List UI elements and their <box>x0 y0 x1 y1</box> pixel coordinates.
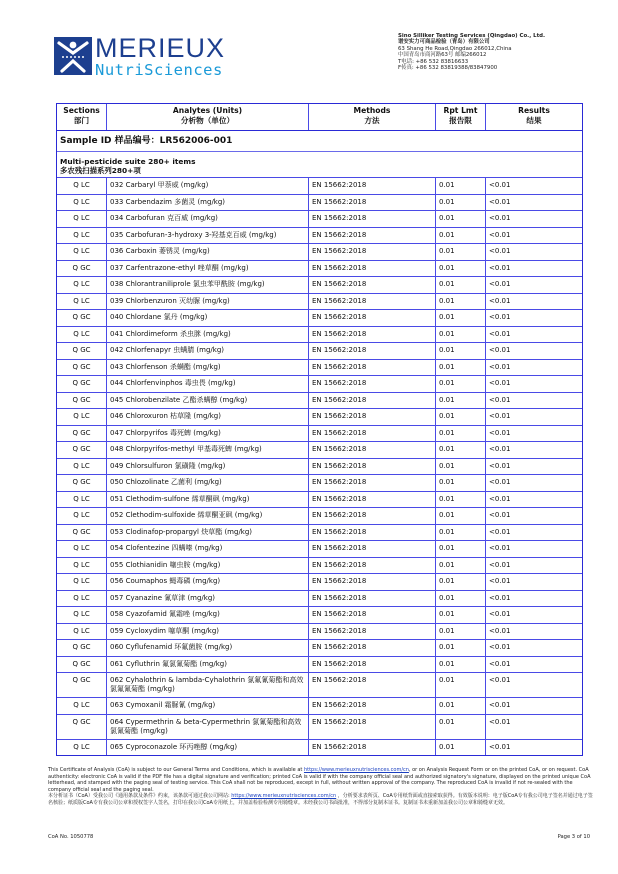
cell-analyte: 064 Cypermethrin & beta-Cypermethrin 氯氰菊酯和高效氯氰菊酯 (mg/kg) <box>107 715 309 739</box>
cell-rpt-lmt: 0.01 <box>436 715 486 739</box>
disclaimer <box>48 767 594 807</box>
cell-rpt-lmt: 0.01 <box>436 558 486 574</box>
cell-rpt-lmt: 0.01 <box>436 591 486 607</box>
cell-section: Q GC <box>57 657 107 673</box>
cell-result: <0.01 <box>489 362 511 371</box>
col-header-cn: 方法 <box>364 116 380 125</box>
cell-result: <0.01 <box>489 676 511 684</box>
col-header-methods <box>309 104 436 130</box>
table-row <box>57 740 582 756</box>
table-row <box>57 343 582 360</box>
table-row <box>57 574 582 591</box>
cell-result: <0.01 <box>489 742 511 751</box>
table-row <box>57 475 582 492</box>
cell-rpt-lmt: 0.01 <box>436 178 486 194</box>
cell-result: <0.01 <box>489 701 511 709</box>
cell-section: Q GC <box>57 376 107 392</box>
col-header-sections <box>57 104 107 130</box>
cell-method: EN 15662:2018 <box>309 211 436 227</box>
cell-method: EN 15662:2018 <box>309 376 436 392</box>
cell-section: Q LC <box>57 624 107 640</box>
company-logo <box>54 35 225 77</box>
cell-section: Q LC <box>57 508 107 524</box>
cell-analyte: 036 Carboxin 萎锈灵 (mg/kg) <box>107 244 309 260</box>
cell-result: <0.01 <box>489 379 511 387</box>
table-row <box>57 459 582 476</box>
cell-rpt-lmt: 0.01 <box>436 607 486 623</box>
cell-method: EN 15662:2018 <box>309 442 436 458</box>
cell-section: Q LC <box>57 459 107 475</box>
company-tel: T电话: +86 532 83816633 <box>398 58 469 65</box>
coa-number: CoA No. 1050778 <box>48 834 94 840</box>
cell-analyte: 032 Carbaryl 甲萘威 (mg/kg) <box>107 178 309 194</box>
table-row <box>57 640 582 657</box>
cell-result: <0.01 <box>489 445 511 453</box>
cell-result: <0.01 <box>489 593 511 602</box>
cell-result: <0.01 <box>489 626 511 635</box>
cell-result: <0.01 <box>489 544 511 552</box>
cell-method: EN 15662:2018 <box>309 558 436 574</box>
cell-result: <0.01 <box>489 395 511 404</box>
cell-result: <0.01 <box>489 346 511 354</box>
cell-analyte: 039 Chlorbenzuron 灭幼脲 (mg/kg) <box>107 294 309 310</box>
suite-title <box>57 152 582 178</box>
cell-rpt-lmt: 0.01 <box>436 574 486 590</box>
cell-analyte: 043 Chlorfenson 杀螨酯 (mg/kg) <box>107 360 309 376</box>
table-row <box>57 376 582 393</box>
cell-result: <0.01 <box>489 577 511 585</box>
cell-analyte: 040 Chlordane 氯丹 (mg/kg) <box>107 310 309 326</box>
cell-method: EN 15662:2018 <box>309 715 436 739</box>
col-header-en: Methods <box>353 106 391 115</box>
table-row <box>57 607 582 624</box>
company-info <box>398 33 545 71</box>
cell-rpt-lmt: 0.01 <box>436 541 486 557</box>
cell-result: <0.01 <box>489 527 511 536</box>
cell-method: EN 15662:2018 <box>309 525 436 541</box>
cell-result: <0.01 <box>489 263 511 272</box>
cell-analyte: 065 Cyproconazole 环丙唑醇 (mg/kg) <box>107 740 309 756</box>
table-row <box>57 327 582 344</box>
disclaimer-cn <box>48 793 594 806</box>
cell-rpt-lmt: 0.01 <box>436 195 486 211</box>
cell-rpt-lmt: 0.01 <box>436 459 486 475</box>
cell-rpt-lmt: 0.01 <box>436 673 486 697</box>
table-row <box>57 657 582 674</box>
col-header-cn: 结果 <box>526 116 542 125</box>
cell-section: Q LC <box>57 740 107 756</box>
cell-result: <0.01 <box>489 313 511 321</box>
cell-method: EN 15662:2018 <box>309 698 436 714</box>
cell-method: EN 15662:2018 <box>309 178 436 194</box>
cell-analyte: 046 Chloroxuron 枯草隆 (mg/kg) <box>107 409 309 425</box>
cell-section: Q LC <box>57 228 107 244</box>
cell-analyte: 059 Cycloxydim 噻草酮 (mg/kg) <box>107 624 309 640</box>
cell-section: Q GC <box>57 673 107 697</box>
sample-id: Sample ID 样品编号：LR562006-001 <box>57 131 582 152</box>
table-row <box>57 228 582 245</box>
col-header-cn: 分析物（单位） <box>180 116 235 125</box>
table-row <box>57 409 582 426</box>
cell-method: EN 15662:2018 <box>309 624 436 640</box>
cell-analyte: 047 Chlorpyrifos 毒死蜱 (mg/kg) <box>107 426 309 442</box>
col-header-rpt-lmt <box>436 104 486 130</box>
cell-section: Q LC <box>57 574 107 590</box>
col-header-analytes <box>107 104 309 130</box>
col-header-en: Results <box>518 106 550 115</box>
cell-analyte: 033 Carbendazim 多菌灵 (mg/kg) <box>107 195 309 211</box>
cell-section: Q GC <box>57 525 107 541</box>
cell-analyte: 058 Cyazofamid 氰霜唑 (mg/kg) <box>107 607 309 623</box>
cell-result: <0.01 <box>489 412 511 420</box>
cell-method: EN 15662:2018 <box>309 310 436 326</box>
table-row <box>57 310 582 327</box>
cell-section: Q GC <box>57 343 107 359</box>
cell-rpt-lmt: 0.01 <box>436 327 486 343</box>
cell-result: <0.01 <box>489 717 511 726</box>
company-address-en: 63 Shang He Road,Qingdao 266012,China <box>398 45 512 52</box>
cell-analyte: 034 Carbofuran 克百威 (mg/kg) <box>107 211 309 227</box>
table-row <box>57 211 582 228</box>
table-row <box>57 698 582 715</box>
table-row <box>57 508 582 525</box>
cell-section: Q GC <box>57 640 107 656</box>
cell-result: <0.01 <box>489 428 511 437</box>
cell-analyte: 060 Cyflufenamid 环氟菌胺 (mg/kg) <box>107 640 309 656</box>
disclaimer-en <box>48 767 594 793</box>
cell-analyte: 045 Chlorobenzilate 乙酯杀螨醇 (mg/kg) <box>107 393 309 409</box>
cell-rpt-lmt: 0.01 <box>436 310 486 326</box>
cell-analyte: 057 Cyanazine 氰草津 (mg/kg) <box>107 591 309 607</box>
cell-method: EN 15662:2018 <box>309 294 436 310</box>
cell-analyte: 048 Chlorpyrifos-methyl 甲基毒死蜱 (mg/kg) <box>107 442 309 458</box>
cell-result: <0.01 <box>489 214 511 222</box>
cell-result: <0.01 <box>489 230 511 239</box>
company-name-en: Sino Silliker Testing Services (Qingdao) Co., Ltd. <box>398 33 546 39</box>
cell-section: Q GC <box>57 715 107 739</box>
table-row <box>57 195 582 212</box>
cell-result: <0.01 <box>489 494 511 503</box>
cell-result: <0.01 <box>489 478 511 486</box>
cell-section: Q LC <box>57 294 107 310</box>
cell-result: <0.01 <box>489 659 511 668</box>
cell-method: EN 15662:2018 <box>309 277 436 293</box>
cell-rpt-lmt: 0.01 <box>436 261 486 277</box>
cell-section: Q LC <box>57 211 107 227</box>
table-row <box>57 624 582 641</box>
cell-section: Q GC <box>57 393 107 409</box>
logo-nutrisciences-text: NutriSciences <box>95 61 223 79</box>
disclaimer-cn-text-2: ，分析要求表所页、CoA专用纸背面或直接索取获得。有效版本说明：电子版CoA专有我公司电子签名并通过电子签名核验；纸质版CoA专有我公司公章和授权签字人签名，打印在我公司CoA专用纸上，并加盖检验检测专用骑缝章。未经我公司书面批准，不得部分复制本证书。复制证书未重新加盖我公司公章和骑缝章无效。 <box>48 793 593 806</box>
cell-analyte: 054 Clofentezine 四螨嗪 (mg/kg) <box>107 541 309 557</box>
cell-method: EN 15662:2018 <box>309 228 436 244</box>
cell-method: EN 15662:2018 <box>309 640 436 656</box>
table-row <box>57 178 582 195</box>
cell-section: Q LC <box>57 409 107 425</box>
cell-method: EN 15662:2018 <box>309 673 436 697</box>
cell-analyte: 038 Chlorantraniliprole 氯虫苯甲酰胺 (mg/kg) <box>107 277 309 293</box>
cell-result: <0.01 <box>489 247 511 255</box>
col-header-results <box>486 104 582 130</box>
cell-method: EN 15662:2018 <box>309 541 436 557</box>
table-row <box>57 442 582 459</box>
cell-section: Q GC <box>57 442 107 458</box>
col-header-en: Rpt Lmt <box>443 106 478 115</box>
cell-rpt-lmt: 0.01 <box>436 211 486 227</box>
suite-title-en: Multi-pesticide suite 280+ items <box>60 157 196 166</box>
cell-method: EN 15662:2018 <box>309 475 436 491</box>
company-name-cn: 谱安实力可商品检验（青岛）有限公司 <box>398 39 490 46</box>
cell-rpt-lmt: 0.01 <box>436 624 486 640</box>
cell-section: Q LC <box>57 327 107 343</box>
cell-method: EN 15662:2018 <box>309 244 436 260</box>
cell-rpt-lmt: 0.01 <box>436 492 486 508</box>
col-header-en: Sections <box>63 106 100 115</box>
cell-rpt-lmt: 0.01 <box>436 376 486 392</box>
cell-result: <0.01 <box>489 461 511 470</box>
table-header-row <box>57 104 582 131</box>
company-fax: F传真: +86 532 83819388/83847900 <box>398 65 498 72</box>
cell-rpt-lmt: 0.01 <box>436 277 486 293</box>
cell-analyte: 063 Cymoxanil 霜脲氰 (mg/kg) <box>107 698 309 714</box>
cell-analyte: 050 Chlozolinate 乙菌利 (mg/kg) <box>107 475 309 491</box>
table-row <box>57 277 582 294</box>
table-row <box>57 715 582 740</box>
cell-analyte: 052 Clethodim-sulfoxide 烯草酮亚砜 (mg/kg) <box>107 508 309 524</box>
cell-rpt-lmt: 0.01 <box>436 442 486 458</box>
cell-analyte: 061 Cyfluthrin 氟氯氰菊酯 (mg/kg) <box>107 657 309 673</box>
cell-rpt-lmt: 0.01 <box>436 360 486 376</box>
cell-analyte: 041 Chlordimeform 杀虫脒 (mg/kg) <box>107 327 309 343</box>
cell-analyte: 055 Clothianidin 噻虫胺 (mg/kg) <box>107 558 309 574</box>
terms-link[interactable]: https://www.merieuxnutrisciences.com/cn <box>303 767 409 773</box>
cell-rpt-lmt: 0.01 <box>436 409 486 425</box>
results-table <box>56 103 583 756</box>
cell-section: Q GC <box>57 475 107 491</box>
cell-analyte: 035 Carbofuran-3-hydroxy 3-羟基克百威 (mg/kg) <box>107 228 309 244</box>
cell-method: EN 15662:2018 <box>309 327 436 343</box>
cell-rpt-lmt: 0.01 <box>436 244 486 260</box>
table-row <box>57 558 582 575</box>
table-row <box>57 541 582 558</box>
company-address-cn: 中国青岛市商河路63号 邮编266012 <box>398 52 487 59</box>
cell-method: EN 15662:2018 <box>309 393 436 409</box>
cell-result: <0.01 <box>489 197 511 206</box>
logo-figure-icon <box>54 37 92 75</box>
disclaimer-en-text: This Certificate of Analysis (CoA) is subject to our General Terms and Conditions, which is available at <box>48 767 304 773</box>
cell-section: Q LC <box>57 195 107 211</box>
cell-section: Q LC <box>57 698 107 714</box>
cell-section: Q GC <box>57 261 107 277</box>
cell-analyte: 056 Coumaphos 蝇毒磷 (mg/kg) <box>107 574 309 590</box>
cell-section: Q LC <box>57 492 107 508</box>
cell-rpt-lmt: 0.01 <box>436 698 486 714</box>
table-row <box>57 393 582 410</box>
cell-result: <0.01 <box>489 511 511 519</box>
cell-result: <0.01 <box>489 181 511 189</box>
cell-method: EN 15662:2018 <box>309 360 436 376</box>
cell-section: Q LC <box>57 178 107 194</box>
cell-section: Q LC <box>57 244 107 260</box>
cell-analyte: 053 Clodinafop-propargyl 炔草酯 (mg/kg) <box>107 525 309 541</box>
disclaimer-en-text-2: , or on Analysis Request Form or on the printed CoA, or on request. CoA authenticity: electronic CoA is valid if the PDF file has a digital signature and verification; printed CoA is valid if with the company official seal and authorized signatory's signature, displayed on the printed unique CoA letterhead, and stamped with the paging seal of testing service. This CoA shall not be reproduced, except in full, without written approval of the company. The reproduced CoA is invalid if not re-sealed with the company official seal and the paging seal. <box>48 767 591 793</box>
cell-analyte: 062 Cyhalothrin & lambda-Cyhalothrin 氯氟氰菊酯和高效氯氟氰菊酯 (mg/kg) <box>107 673 309 697</box>
suite-title-cn: 多农残扫描系列280+项 <box>60 166 141 175</box>
table-row <box>57 360 582 377</box>
cell-rpt-lmt: 0.01 <box>436 343 486 359</box>
table-body <box>57 178 582 755</box>
cell-result: <0.01 <box>489 280 511 288</box>
col-header-en: Analytes (Units) <box>172 106 243 115</box>
table-row <box>57 525 582 542</box>
cell-rpt-lmt: 0.01 <box>436 640 486 656</box>
cell-method: EN 15662:2018 <box>309 426 436 442</box>
cell-analyte: 037 Carfentrazone-ethyl 唑草酮 (mg/kg) <box>107 261 309 277</box>
cell-section: Q GC <box>57 426 107 442</box>
col-header-cn: 报告限 <box>449 116 472 125</box>
disclaimer-cn-text: 本分析证书（CoA）受我公司《通用条款及条件》约束，该条款可通过我公司网站: <box>48 793 232 800</box>
cell-section: Q LC <box>57 607 107 623</box>
cell-section: Q LC <box>57 558 107 574</box>
cell-result: <0.01 <box>489 560 511 569</box>
table-row <box>57 244 582 261</box>
cell-section: Q GC <box>57 310 107 326</box>
cell-rpt-lmt: 0.01 <box>436 426 486 442</box>
table-row <box>57 426 582 443</box>
col-header-cn: 部门 <box>73 116 90 125</box>
table-row <box>57 261 582 278</box>
cell-method: EN 15662:2018 <box>309 508 436 524</box>
cell-method: EN 15662:2018 <box>309 409 436 425</box>
cell-method: EN 15662:2018 <box>309 195 436 211</box>
cell-analyte: 049 Chlorsulfuron 氯磺隆 (mg/kg) <box>107 459 309 475</box>
cell-result: <0.01 <box>489 643 511 651</box>
cell-section: Q GC <box>57 360 107 376</box>
table-row <box>57 673 582 698</box>
cell-result: <0.01 <box>489 610 511 618</box>
cell-analyte: 044 Chlorfenvinphos 毒虫畏 (mg/kg) <box>107 376 309 392</box>
cell-section: Q LC <box>57 591 107 607</box>
logo-merieux-text: MERIEUX <box>95 33 226 63</box>
cell-rpt-lmt: 0.01 <box>436 393 486 409</box>
cell-method: EN 15662:2018 <box>309 459 436 475</box>
cell-section: Q LC <box>57 541 107 557</box>
cell-method: EN 15662:2018 <box>309 492 436 508</box>
table-row <box>57 591 582 608</box>
cell-rpt-lmt: 0.01 <box>436 228 486 244</box>
cell-rpt-lmt: 0.01 <box>436 294 486 310</box>
cell-result: <0.01 <box>489 296 511 305</box>
cell-method: EN 15662:2018 <box>309 657 436 673</box>
cell-result: <0.01 <box>489 329 511 338</box>
cell-section: Q LC <box>57 277 107 293</box>
page-number: Page 3 of 10 <box>557 834 590 840</box>
cell-analyte: 051 Clethodim-sulfone 烯草酮砜 (mg/kg) <box>107 492 309 508</box>
terms-link-cn[interactable]: https://www.merieuxnutrisciences.com/cn <box>231 793 337 800</box>
cell-rpt-lmt: 0.01 <box>436 740 486 756</box>
cell-rpt-lmt: 0.01 <box>436 525 486 541</box>
cell-rpt-lmt: 0.01 <box>436 657 486 673</box>
cell-method: EN 15662:2018 <box>309 740 436 756</box>
cell-method: EN 15662:2018 <box>309 574 436 590</box>
table-row <box>57 492 582 509</box>
cell-rpt-lmt: 0.01 <box>436 508 486 524</box>
cell-method: EN 15662:2018 <box>309 343 436 359</box>
cell-method: EN 15662:2018 <box>309 591 436 607</box>
cell-rpt-lmt: 0.01 <box>436 475 486 491</box>
table-row <box>57 294 582 311</box>
cell-method: EN 15662:2018 <box>309 607 436 623</box>
cell-method: EN 15662:2018 <box>309 261 436 277</box>
cell-analyte: 042 Chlorfenapyr 虫螨腈 (mg/kg) <box>107 343 309 359</box>
